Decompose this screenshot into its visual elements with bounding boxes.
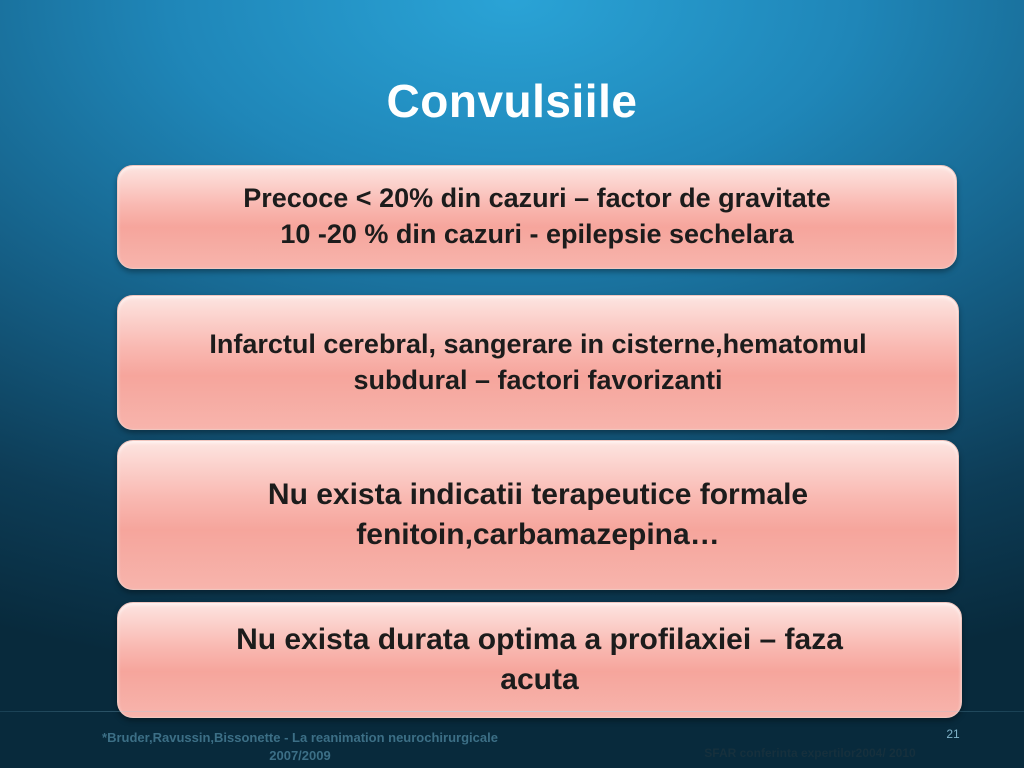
content-box-text	[243, 181, 831, 252]
box-line: fenitoin,carbamazepina…	[356, 518, 720, 551]
box-line: subdural – factori favorizanti	[353, 364, 723, 395]
content-box-therapy	[117, 440, 959, 590]
page-number: 21	[946, 727, 960, 741]
content-box-text	[209, 327, 866, 398]
footer-reference-line: 2007/2009	[269, 747, 331, 763]
box-line: acuta	[500, 663, 579, 696]
content-box-risk-factors	[117, 295, 959, 430]
slide-title: Convulsiile	[386, 75, 638, 127]
content-box-text	[268, 475, 808, 554]
footer-divider	[0, 711, 1024, 712]
box-line: 10 -20 % din cazuri - epilepsie sechelara	[280, 219, 794, 249]
content-box-prophylaxis	[117, 602, 962, 718]
content-box-text	[236, 620, 843, 699]
box-line: Infarctul cerebral, sangerare in cisterne,hematomul	[209, 328, 867, 359]
content-box-early-seizures	[117, 165, 957, 269]
footer-reference	[40, 729, 560, 764]
footer-reference-line: *Bruder,Ravussin,Bissonette - La reanimation neurochirurgicale	[102, 730, 498, 745]
box-line: Nu exista indicatii terapeutice formale	[267, 478, 809, 512]
box-line: Precoce < 20% din cazuri – factor de gravitate	[243, 183, 831, 214]
box-line: Nu exista durata optima a profilaxiei – faza	[236, 623, 843, 657]
footer-conference: SFAR conferinta expertilor2004/ 2010	[704, 746, 916, 760]
